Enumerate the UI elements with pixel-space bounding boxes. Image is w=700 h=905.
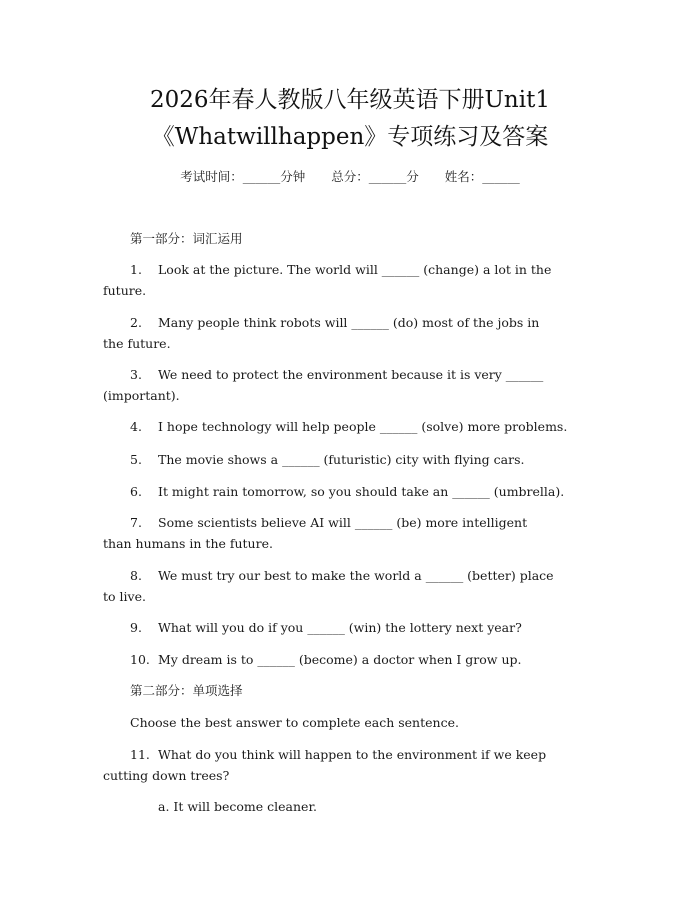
question-2-continued: the future.: [103, 336, 171, 351]
question-number: 5.: [130, 452, 142, 467]
part2-heading: 第二部分：单项选择: [130, 683, 243, 698]
question-text: The movie shows a ______ (futuristic) city with flying cars.: [158, 452, 525, 467]
exam-score: 总分：______分: [331, 169, 419, 184]
question-1-continued: future.: [103, 283, 147, 298]
question-text: Many people think robots will ______ (do) most of the jobs in: [158, 315, 540, 330]
question-8-continued: to live.: [103, 589, 146, 604]
question-number: 10.: [130, 652, 150, 667]
exam-time: 考试时间：______分钟: [180, 169, 306, 184]
question-2: [130, 313, 539, 333]
exam-name: 姓名：______: [444, 169, 520, 184]
question-number: 1.: [130, 262, 142, 277]
question-text: What will you do if you ______ (win) the lottery next year?: [158, 620, 522, 635]
question-number: 3.: [130, 367, 142, 382]
document-title-line1: 2026年春人教版八年级英语下册Unit1: [150, 87, 550, 113]
question-3-continued: (important).: [103, 388, 180, 403]
question-number: 7.: [130, 515, 142, 530]
part1-heading: 第一部分：词汇运用: [130, 231, 243, 246]
question-text: Some scientists believe AI will ______ (be) more intelligent: [158, 515, 528, 530]
question-text: We need to protect the environment because it is very ______: [158, 367, 544, 382]
question-number: 8.: [130, 568, 142, 583]
question-1: [130, 260, 551, 280]
question-number: 2.: [130, 315, 142, 330]
question-11: [130, 745, 546, 765]
question-4: [130, 417, 567, 437]
part2-instruction: Choose the best answer to complete each sentence.: [130, 715, 459, 730]
question-7-continued: than humans in the future.: [103, 536, 273, 551]
question-7: [130, 513, 527, 533]
question-text: I hope technology will help people ______ (solve) more problems.: [158, 419, 568, 434]
question-number: 6.: [130, 484, 142, 499]
exam-info: [0, 168, 700, 186]
question-9: [130, 618, 522, 638]
question-5: [130, 450, 524, 470]
question-text: We must try our best to make the world a ______ (better) place: [158, 568, 554, 583]
question-text: My dream is to ______ (become) a doctor when I grow up.: [158, 652, 522, 667]
question-number: 9.: [130, 620, 142, 635]
question-3: [130, 365, 543, 385]
question-11-continued: cutting down trees?: [103, 768, 230, 783]
question-6: [130, 482, 564, 502]
option-a: a. It will become cleaner.: [158, 799, 318, 814]
question-8: [130, 566, 554, 586]
question-10: [130, 650, 522, 670]
question-text: What do you think will happen to the environment if we keep: [158, 747, 547, 762]
question-text: It might rain tomorrow, so you should take an ______ (umbrella).: [158, 484, 565, 499]
question-number: 4.: [130, 419, 142, 434]
document-title-line2: 《Whatwillhappen》专项练习及答案: [151, 124, 549, 150]
question-number: 11.: [130, 747, 150, 762]
question-text: Look at the picture. The world will ______ (change) a lot in the: [158, 262, 552, 277]
